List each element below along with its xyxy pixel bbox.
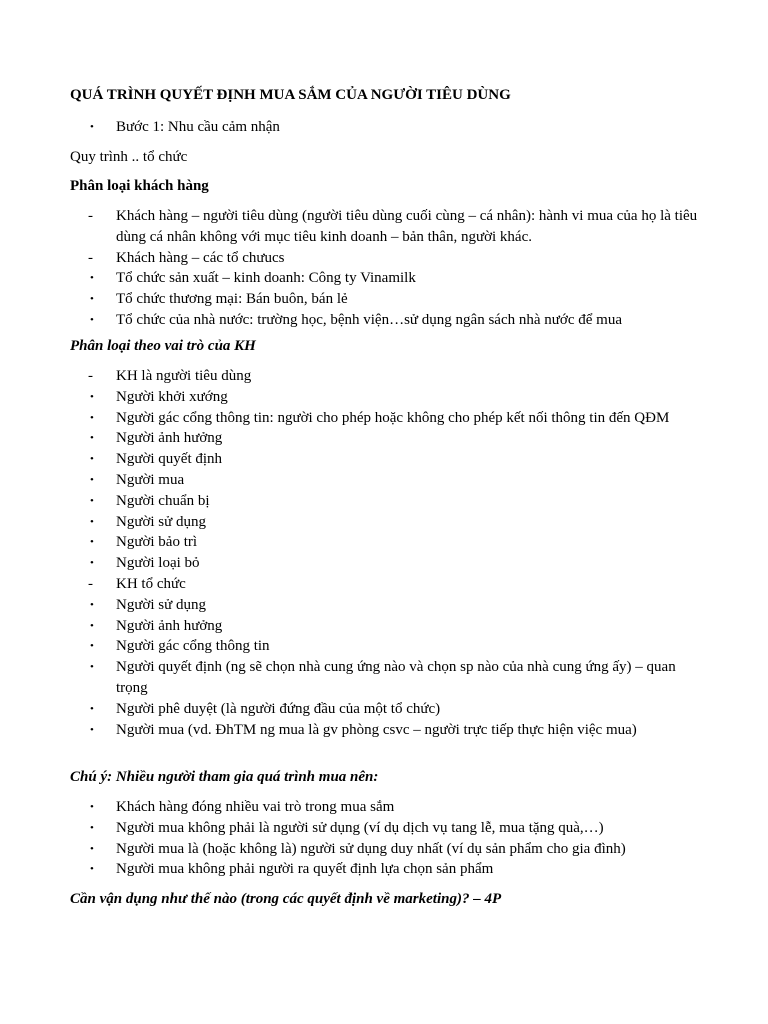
dash-marker: - xyxy=(88,208,93,224)
dash-marker: - xyxy=(88,249,93,266)
list-item xyxy=(0,636,768,657)
bullet-icon: • xyxy=(90,702,94,715)
bullet-icon: • xyxy=(90,863,94,876)
list-item-text: Tổ chức sản xuất – kinh doanh: Công ty Vinamilk xyxy=(116,270,416,287)
bullet-icon: • xyxy=(90,515,94,528)
bullet-icon: • xyxy=(90,494,94,507)
bullet-icon: • xyxy=(90,723,94,736)
customer-types-list xyxy=(0,206,768,331)
list-item xyxy=(0,859,768,880)
bullet-icon: • xyxy=(90,536,94,549)
list-item-text: Người mua xyxy=(116,471,185,488)
bullet-icon: • xyxy=(90,432,94,445)
list-item xyxy=(0,595,768,616)
note-list xyxy=(0,797,768,880)
list-item xyxy=(0,428,768,449)
list-item xyxy=(0,289,768,310)
list-item xyxy=(0,699,768,720)
bullet-icon: • xyxy=(90,598,94,611)
list-item xyxy=(0,657,768,699)
closing-question: Cần vận dụng như thế nào (trong các quyết định về marketing)? – 4P xyxy=(70,891,502,907)
list-item-text: Khách hàng – người tiêu dùng (người tiêu dùng cuối cùng – cá nhân): hành vi mua của họ là tiêu dùng cá nhân không với mục tiêu kinh doanh – bản thân, người khác. xyxy=(116,208,698,245)
list-item xyxy=(0,268,768,289)
step-list xyxy=(0,117,768,138)
list-item xyxy=(0,117,768,138)
list-item-text: Người loại bỏ xyxy=(116,555,200,572)
bullet-icon: • xyxy=(90,473,94,486)
list-item-text: Khách hàng – các tổ chưucs xyxy=(116,249,285,266)
bullet-icon: • xyxy=(90,619,94,632)
dash-marker: - xyxy=(88,575,93,592)
list-item-text: Người ảnh hưởng xyxy=(116,430,223,447)
bullet-icon: • xyxy=(90,121,94,133)
bullet-icon: • xyxy=(90,411,94,424)
list-item-text: Khách hàng đóng nhiều vai trò trong mua sắm xyxy=(116,799,395,815)
list-item-text: Người ảnh hưởng xyxy=(116,617,223,634)
list-item-text: Người mua không phải người ra quyết định lựa chọn sản phẩm xyxy=(116,861,494,878)
document-title: QUÁ TRÌNH QUYẾT ĐỊNH MUA SẮM CỦA NGƯỜI TIÊU DÙNG xyxy=(70,87,511,103)
bullet-icon: • xyxy=(90,801,94,813)
list-item xyxy=(0,470,768,491)
bullet-icon: • xyxy=(90,313,94,326)
dash-marker: - xyxy=(88,368,93,384)
process-line: Quy trình .. tổ chức xyxy=(70,149,188,165)
list-item-text: Bước 1: Nhu cầu cảm nhận xyxy=(116,119,280,135)
list-item xyxy=(0,553,768,574)
list-item xyxy=(0,532,768,553)
list-item xyxy=(0,248,768,269)
list-item-text: Người bảo trì xyxy=(116,534,198,551)
bullet-icon: • xyxy=(90,821,94,834)
bullet-icon: • xyxy=(90,842,94,855)
roles-list xyxy=(0,366,768,740)
list-item xyxy=(0,408,768,429)
list-item-text: Người mua là (hoặc không là) người sử dụng duy nhất (ví dụ sản phẩm cho gia đình) xyxy=(116,840,626,857)
list-item xyxy=(0,818,768,839)
list-item-text: Tổ chức thương mại: Bán buôn, bán lẻ xyxy=(116,291,348,308)
list-item-text: Tổ chức của nhà nước: trường học, bệnh viện…sử dụng ngân sách nhà nước để mua xyxy=(116,311,622,328)
list-item xyxy=(0,839,768,860)
list-item-text: Người mua (vd. ĐhTM ng mua là gv phòng csvc – người trực tiếp thực hiện việc mua) xyxy=(116,721,637,738)
list-item-text: KH là người tiêu dùng xyxy=(116,368,252,384)
list-item xyxy=(0,449,768,470)
bullet-icon: • xyxy=(90,293,94,306)
list-item xyxy=(0,574,768,595)
bullet-icon: • xyxy=(90,390,94,403)
list-item-text: Người quyết định xyxy=(116,451,223,468)
note-heading: Chú ý: Nhiều người tham gia quá trình mua nên: xyxy=(70,769,379,785)
list-item xyxy=(0,720,768,741)
list-item-text: Người phê duyệt (là người đứng đầu của một tổ chức) xyxy=(116,700,441,717)
list-item-text: Người gác cổng thông tin xyxy=(116,638,270,655)
list-item xyxy=(0,310,768,331)
list-item-text: Người quyết định (ng sẽ chọn nhà cung ứng nào và chọn sp nào của nhà cung ứng ấy) – quan trọng xyxy=(116,659,676,696)
list-item xyxy=(0,797,768,818)
customer-types-heading: Phân loại khách hàng xyxy=(70,178,209,194)
list-item-text: Người mua không phải là người sử dụng (ví dụ dịch vụ tang lễ, mua tặng quà,…) xyxy=(116,819,604,836)
list-item xyxy=(0,512,768,533)
bullet-icon: • xyxy=(90,557,94,570)
bullet-icon: • xyxy=(90,661,94,674)
list-item xyxy=(0,206,768,248)
list-item-text: Người sử dụng xyxy=(116,513,207,530)
list-item-text: Người chuẩn bị xyxy=(116,492,210,509)
list-item-text: Người gác cổng thông tin: người cho phép hoặc không cho phép kết nối thông tin đến QĐM xyxy=(116,409,670,426)
roles-heading: Phân loại theo vai trò của KH xyxy=(70,338,256,354)
bullet-icon: • xyxy=(90,640,94,653)
bullet-icon: • xyxy=(90,272,94,285)
list-item xyxy=(0,366,768,387)
list-item-text: KH tổ chức xyxy=(116,575,186,592)
list-item xyxy=(0,491,768,512)
list-item-text: Người sử dụng xyxy=(116,596,207,613)
list-item xyxy=(0,387,768,408)
list-item xyxy=(0,616,768,637)
bullet-icon: • xyxy=(90,453,94,466)
list-item-text: Người khởi xướng xyxy=(116,388,228,405)
